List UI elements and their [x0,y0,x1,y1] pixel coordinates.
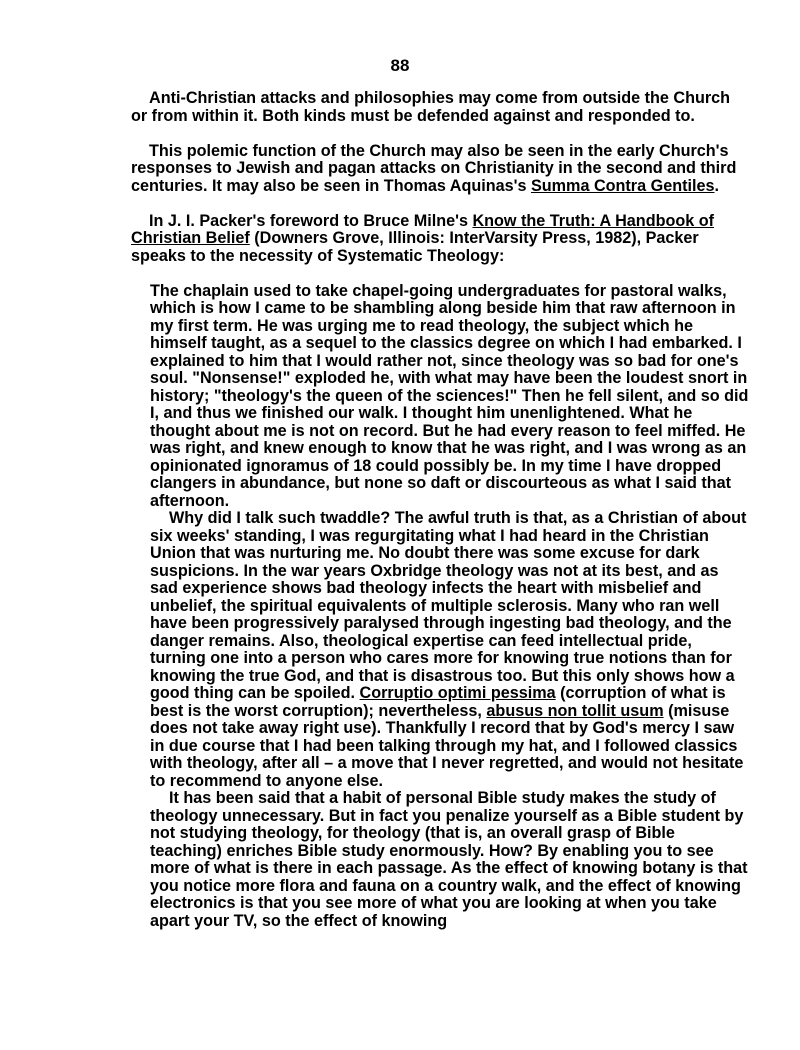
page-body [131,90,749,930]
paragraph-3 [131,213,749,266]
paragraph-3-lead: In J. I. Packer's foreword to Bruce Milne's [149,211,473,230]
page-number: 88 [390,56,410,75]
paragraph-2-text: This polemic function of the Church may also be seen in the early Church's responses to Jewish and pagan attacks on Christianity in the second and third centuries. It may also be seen in Thomas Aquinas's [131,141,737,195]
book-title-summa: Summa Contra Gentiles [530,176,715,195]
quote-paragraph-1: The chaplain used to take chapel-going undergraduates for pastoral walks, which is how I came to be shambling along beside him that raw afternoon in my first term. He was urging me to read theology, the subject which he himself taught, as a sequel to the classics degree on which I had embarked. I explained to him that I would rather not, since theology was so bad for one's soul. "Nonsense!" exploded he, with what may have been the loudest snort in history; "theology's the queen of the sciences!" Then he fell silent, and so did I, and thus we finished our walk. I thought him unenlightened. What he thought about me is not on record. But he had every reason to feel miffed. He was right, and knew enough to know that he was right, and I was wrong as an opinionated ignoramus of 18 could possibly be. In my time I have dropped clangers in abundance, but none so daft or discourteous as what I said that afternoon. [150,281,749,510]
quote-paragraph-3: It has been said that a habit of personal Bible study makes the study of theology unnecessary. But in fact you penalize yourself as a Bible student by not studying theology, for theology (that is, an overall grasp of Bible teaching) enriches Bible study enormously. How? By enabling you to see more of what is there in each passage. As the effect of knowing botany is that you notice more flora and fauna on a country walk, and the effect of knowing electronics is that you see more of what you are looking at when you take apart your TV, so the effect of knowing [150,789,748,930]
paragraph-2 [131,143,749,196]
paragraph-2-end: . [714,176,719,195]
latin-phrase-corruptio: Corruptio optimi pessima [359,684,556,702]
latin-phrase-abusus: abusus non tollit usum [486,701,664,720]
book-title-know-the-truth: Know the Truth: A Handbook of Christian Belief [131,211,715,247]
quote-paragraph-2-a: Why did I talk such twaddle? The awful truth is that, as a Christian of about six weeks' standing, I was regurgitating what I had heard in the Christian Union that was nurturing me. No doubt there was some excuse for dark suspicions. In the war years Oxbridge theology was not at its best, and as sad experience shows bad theology infects the heart with misbelief and unbelief, the spiritual equivalents of multiple sclerosis. Many who ran well have been progressively paralysed through ingesting bad theology, and the danger remains. Also, theological expertise can feed intellectual pride, turning one into a person who cares more for knowing true notions than for knowing the true God, and that is disastrous too. But this only shows how a good thing can be spoiled. [150,509,747,702]
paragraph-1: Anti-Christian attacks and philosophies may come from outside the Church or from within it. Both kinds must be defended against and responded to. [131,89,731,125]
quote-paragraph-2-c: (misuse does not take away right use). Thankfully I record that by God's mercy I saw in due course that I had been talking through my hat, and I followed classics with theology, after all – a move that I never regretted, and would not hesitate to recommend to anyone else. [150,701,744,790]
block-quote [150,283,749,931]
paragraph-3-rest: (Downers Grove, Illinois: InterVarsity Press, 1982), Packer speaks to the necessity of Systematic Theology: [131,229,699,265]
quote-paragraph-2 [150,510,749,790]
quote-paragraph-2-b: (corruption of what is best is the worst corruption); nevertheless, [150,684,726,720]
